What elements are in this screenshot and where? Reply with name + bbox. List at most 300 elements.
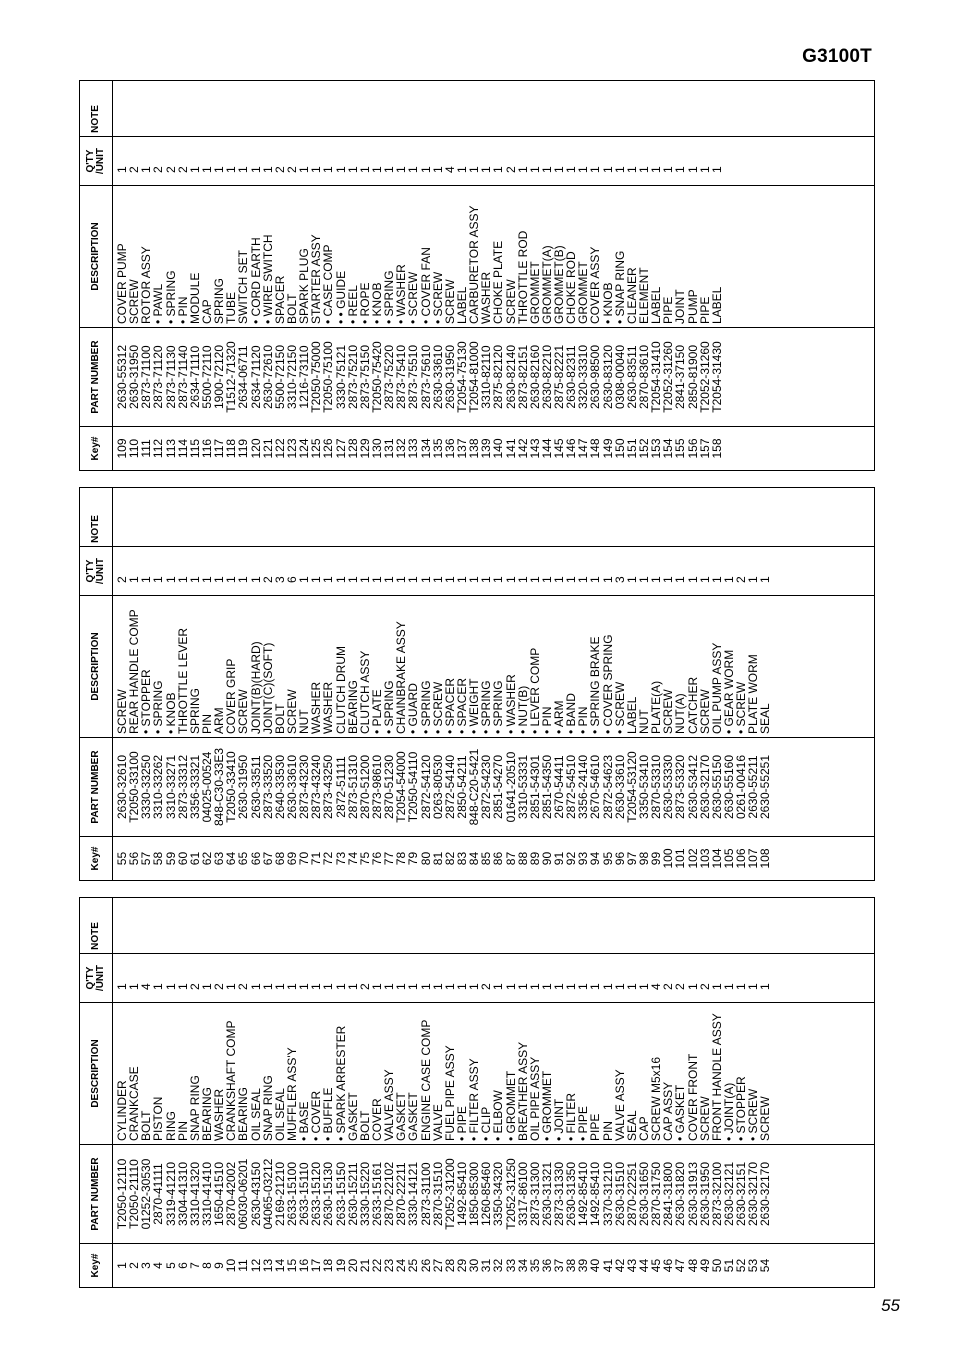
cell-qty: 1 [442,983,457,990]
cell-qty: 1 [527,166,542,173]
cell-qty: 1 [369,983,384,990]
cell-desc: WASHER [309,681,324,734]
cell-key: 29 [454,1258,469,1273]
cell-key: 145 [552,438,567,459]
cell-key: 49 [697,1258,712,1273]
cell-desc: SWITCH SET [236,250,251,324]
cell-part: 1216-73110 [297,345,312,409]
cell-key: 82 [442,851,457,866]
cell-part: 2630-31820 [673,1161,688,1227]
column-part [113,1144,874,1243]
cell-qty: 1 [284,983,299,990]
cell-qty: 1 [637,983,652,990]
cell-key: 7 [187,1262,202,1269]
cell-part: 3330-15220 [357,1161,372,1227]
cell-key: 16 [297,1258,312,1273]
cell-part: 2630-53412 [685,754,700,820]
cell-qty: 4 [649,983,664,990]
cell-qty: 1 [345,983,360,990]
cell-part: T2050-33100 [127,751,142,823]
cell-key: 96 [612,851,627,866]
cell-part: 2873-82151 [515,344,530,410]
cell-key: 70 [297,851,312,866]
cell-desc: COVER PUMP [115,243,129,324]
cell-qty: 1 [382,576,397,583]
cell-key: 108 [758,848,773,869]
cell-qty: 1 [697,166,712,173]
cell-desc: SCREW [503,279,518,324]
cell-desc: CHOKE ROD [564,251,579,324]
cell-desc: GROMMET(A) [539,245,554,324]
cell-key: 122 [272,438,287,459]
cell-part: 3310-82110 [479,345,494,409]
cell-part: 2169-21210 [272,1161,287,1227]
cell-key: 119 [236,438,251,459]
cell-qty: 1 [248,166,263,173]
cell-qty: 1 [212,166,227,173]
cell-desc: SCREW [115,689,129,734]
cell-part: T2054-31430 [709,341,724,413]
cell-desc: SCREW [127,279,142,324]
cell-part: T2054-31410 [649,341,664,413]
cell-desc: SCREW [697,689,712,734]
column-header-note: NOTE [90,515,101,543]
cell-key: 97 [624,851,639,866]
cell-part: 2870-53310 [649,754,664,820]
cell-desc: OIL SEAL [248,1088,263,1141]
cell-desc: • FILTER [564,1093,579,1141]
cell-qty: 3 [612,576,627,583]
cell-part: 2630-31321 [539,1161,554,1227]
cell-qty: 2 [212,983,227,990]
cell-part: 2873-75510 [406,344,421,410]
cell-qty: 4 [442,166,457,173]
cell-qty: 1 [321,983,336,990]
cell-desc: • ELBOW [491,1090,506,1141]
cell-part: 2630-33511 [248,755,263,819]
cell-qty: 1 [503,983,518,990]
column-header-desc: DESCRIPTION [80,595,112,737]
cell-desc: PISTON [151,1096,166,1141]
cell-part: 1492-85410 [576,1161,591,1227]
cell-part: 2870-42002 [224,1161,239,1227]
cell-desc: • GROMMET [503,1070,518,1141]
cell-key: 157 [697,438,712,459]
cell-part: 3330-14121 [406,1161,421,1227]
cell-qty: 2 [479,983,494,990]
cell-desc: WASHER [479,271,494,324]
cell-part: 1492-85410 [588,1161,603,1227]
cell-part: T2052-31250 [503,1158,518,1230]
cell-part: 2873-71130 [163,345,178,409]
cell-part: 2870-41111 [151,1163,166,1225]
cell-desc: • SPRING [151,680,166,734]
cell-part: 2873-53320 [673,754,688,820]
cell-desc: CAP [199,299,214,324]
cell-qty: 1 [758,983,773,990]
cell-key: 135 [430,438,445,459]
cell-part: 2630-82311 [564,345,579,409]
cell-desc: GROMMET [527,261,542,324]
cell-qty: 1 [260,166,275,173]
cell-part: T2054-53120 [624,751,639,823]
cell-part: T2050-54110 [406,751,421,823]
parts-table-rotated [79,487,875,881]
cell-part: 2630-32610 [115,754,129,820]
cell-part: 3370-31210 [600,1161,615,1227]
model-title: G3100T [802,46,872,67]
cell-key: 84 [467,851,482,866]
cell-part: 848-C30-33E3 [212,747,227,827]
cell-part: 2630-15211 [345,1162,360,1226]
cell-key: 32 [491,1258,506,1273]
cell-desc: • STOPPER [734,1076,749,1141]
cell-qty: 2 [236,983,251,990]
cell-part: 2850-81900 [685,344,700,410]
cell-key: 50 [709,1258,724,1273]
cell-qty: 1 [115,983,129,990]
cell-part: 04065-03212 [260,1158,275,1230]
cell-key: 13 [260,1258,275,1273]
cell-key: 52 [734,1258,749,1273]
cell-key: 54 [758,1258,773,1273]
cell-key: 146 [564,438,579,459]
cell-desc: PIN [199,713,214,734]
cell-key: 76 [369,851,384,866]
cell-key: 60 [175,851,190,866]
cell-part: T2054-75130 [454,341,469,413]
cell-key: 109 [115,438,129,459]
cell-key: 133 [406,438,421,459]
cell-part: 2630-31510 [612,1161,627,1227]
cell-key: 26 [418,1258,433,1273]
cell-qty: 1 [394,166,409,173]
cell-key: 117 [212,438,227,459]
cell-part: T2050-21110 [127,1159,142,1229]
column-qty [113,546,874,595]
cell-desc: • SPRING BRAKE [588,636,603,734]
column-note [113,919,874,953]
cell-key: 87 [503,851,518,866]
cell-qty: 1 [199,166,214,173]
cell-key: 123 [284,438,299,459]
cell-key: 8 [199,1262,214,1269]
cell-key: 62 [199,851,214,866]
cell-key: 35 [527,1258,542,1273]
cell-key: 98 [637,851,652,866]
cell-part: T1512-71320 [224,341,239,413]
cell-part: 848-C20-5421 [467,748,482,826]
cell-desc: OIL PUMP ASSY [709,642,724,734]
cell-part: 0261-00416 [734,754,749,820]
cell-desc: BREATHER ASSY [515,1041,530,1141]
cell-qty: 1 [637,166,652,173]
cell-key: 105 [722,848,737,869]
cell-key: 77 [382,851,397,866]
cell-desc: • SPACER [442,678,457,734]
cell-qty: 1 [418,166,433,173]
cell-qty: 2 [357,983,372,990]
cell-part: 2630-31950 [127,344,142,410]
cell-key: 130 [369,438,384,459]
cell-desc: JOINT(C)(SOFT) [260,642,275,734]
cell-desc: CRANKCASE [127,1066,142,1141]
cell-desc: LABEL [649,286,664,324]
cell-key: 107 [746,848,761,869]
cell-part: 5500-72110 [199,345,214,409]
cell-qty: 4 [139,983,154,990]
cell-part: 2850-54211 [454,755,469,819]
cell-qty: 1 [709,983,724,990]
cell-qty: 1 [515,166,530,173]
cell-desc: • SPRING [382,680,397,734]
cell-key: 44 [637,1258,652,1273]
cell-part: 2873-75410 [394,344,409,410]
cell-desc: • GEAR WORM [722,649,737,734]
cell-qty: 2 [697,983,712,990]
cell-desc: REAR HANDLE COMP [127,609,142,734]
cell-part: 2851-54301 [527,754,542,820]
cell-part: 2630-83511 [624,345,639,409]
cell-key: 136 [442,438,457,459]
cell-part: 2670-54411 [552,755,567,819]
cell-desc: • STOPPER [139,669,154,734]
cell-desc: COVER GRIP [224,658,239,734]
cell-desc: BOLT [357,1110,372,1141]
cell-qty: 1 [552,576,567,583]
cell-key: 137 [454,438,469,459]
cell-part: 3310-41410 [199,1161,214,1227]
cell-desc: SPACER [272,275,287,324]
cell-desc: • SPARK ARRESTER [333,1025,348,1141]
cell-part: 2630-32151 [734,1161,749,1227]
cell-key: 40 [588,1258,603,1273]
column-desc [113,1002,874,1144]
column-key [113,836,874,880]
cell-desc: • FILTER ASSY [467,1058,482,1141]
cell-part: 3350-34320 [491,1161,506,1227]
cell-key: 151 [624,438,639,459]
cell-desc: PIN [175,1120,190,1141]
cell-key: 39 [576,1258,591,1273]
cell-qty: 1 [430,166,445,173]
cell-qty: 1 [600,166,615,173]
cell-qty: 1 [406,166,421,173]
cell-key: 81 [430,851,445,866]
cell-desc: • PIN [539,706,554,734]
cell-part: 2630-55160 [722,754,737,820]
cell-qty: 1 [248,983,263,990]
cell-part: 3356-33321 [187,754,202,820]
cell-desc: • SPRING [163,270,178,324]
cell-desc: VALVE ASSY [382,1069,397,1141]
cell-part: 01641-20510 [503,751,518,823]
cell-qty: 1 [564,576,579,583]
cell-part: 2630-31650 [637,1161,652,1227]
cell-key: 66 [248,851,263,866]
cell-qty: 1 [357,166,372,173]
cell-qty: 1 [297,576,312,583]
cell-qty: 1 [369,166,384,173]
cell-part: 2873-32100 [709,1161,724,1227]
cell-key: 138 [467,438,482,459]
cell-qty: 6 [284,576,299,583]
column-note [113,102,874,136]
cell-desc: WASHER [212,1088,227,1141]
cell-key: 101 [673,848,688,869]
cell-part: 3304-41310 [175,1161,190,1227]
cell-desc: BEARING [345,679,360,734]
cell-qty: 1 [406,983,421,990]
cell-desc: • SPRING [491,680,506,734]
cell-desc: OIL PIPE ASSY [527,1056,542,1141]
cell-desc: • KNOB [600,282,615,324]
cell-qty: 1 [127,576,142,583]
cell-key: 99 [649,851,664,866]
cell-qty: 1 [685,166,700,173]
cell-qty: 1 [212,576,227,583]
cell-qty: 1 [552,166,567,173]
cell-qty: 2 [673,983,688,990]
cell-part: T2050-33410 [224,751,239,823]
cell-key: 110 [127,438,142,459]
cell-part: 2630-72610 [260,344,275,410]
cell-key: 128 [345,438,360,459]
cell-key: 152 [637,438,652,459]
cell-part: 2630-32170 [746,1161,761,1227]
cell-qty: 1 [151,576,166,583]
cell-desc: SEAL [758,703,773,734]
cell-desc: • • GUIDE [333,270,348,324]
cell-part: 2870-51200 [357,754,372,820]
cell-key: 31 [479,1258,494,1273]
cell-part: 2872-54230 [479,754,494,820]
cell-desc: THROTTLE ROD [515,230,530,324]
cell-desc: • WASHER [394,264,409,324]
cell-key: 141 [503,438,518,459]
cell-qty: 1 [309,576,324,583]
cell-part: 3330-75121 [333,344,348,410]
cell-part: 3310-53331 [515,754,530,820]
cell-desc: SCREW M5x16 [649,1056,664,1141]
cell-qty: 1 [430,983,445,990]
cell-desc: • GROMMET [539,1070,554,1141]
column-header-qty-line1: Q'TY [85,966,96,990]
cell-qty: 1 [139,576,154,583]
table-header [80,488,113,880]
cell-key: 33 [503,1258,518,1273]
cell-key: 78 [394,851,409,866]
cell-key: 126 [321,438,336,459]
cell-key: 156 [685,438,700,459]
cell-key: 69 [284,851,299,866]
cell-qty: 1 [467,166,482,173]
cell-desc: NUT [637,709,652,734]
cell-part: 2634-71110 [187,345,202,409]
cell-key: 6 [175,1262,190,1269]
column-header-key: Key# [80,426,112,470]
cell-desc: • JOINT(A) [722,1082,737,1141]
cell-desc: • SCREW [406,271,421,324]
cell-key: 38 [564,1258,579,1273]
cell-part: 2872-54120 [418,754,433,820]
column-part [113,737,874,836]
cell-desc: CYLINDER [115,1080,129,1141]
cell-qty: 1 [260,983,275,990]
cell-qty: 2 [734,576,749,583]
cell-qty: 1 [564,166,579,173]
cell-key: 106 [734,848,749,869]
cell-part: 2870-31510 [430,1161,445,1227]
cell-desc: PUMP [685,289,700,324]
cell-part: 2630-31913 [685,1161,700,1227]
cell-qty: 1 [527,576,542,583]
cell-key: 11 [236,1259,251,1272]
cell-desc: PIN [600,1120,615,1141]
cell-qty: 1 [515,983,530,990]
cell-part: 2630-32170 [758,1161,773,1227]
cell-qty: 1 [345,576,360,583]
cell-qty: 1 [224,576,239,583]
cell-qty: 1 [491,983,506,990]
cell-part: 1260-85460 [479,1161,494,1227]
cell-qty: 1 [661,576,676,583]
column-header-key: Key# [80,1243,112,1287]
cell-key: 139 [479,438,494,459]
cell-key: 85 [479,851,494,866]
cell-part: 2870-83610 [637,344,652,410]
table-header [80,81,113,470]
cell-qty: 1 [673,576,688,583]
cell-qty: 1 [588,983,603,990]
cell-part: 0308-00040 [612,344,627,410]
cell-key: 114 [175,438,190,459]
cell-part: T2052-31260 [661,341,676,413]
cell-key: 92 [564,851,579,866]
cell-desc: BOLT [284,293,299,324]
cell-key: 131 [382,438,397,459]
cell-qty: 1 [236,576,251,583]
cell-qty: 1 [199,983,214,990]
cell-desc: THROTTLE LEVER [175,627,190,734]
cell-desc: • WEIGHT [467,678,482,734]
cell-desc: • CORD EARTH [248,237,263,324]
cell-desc: • JOINT [552,1098,567,1141]
cell-desc: ELEMENT [637,267,652,324]
cell-desc: • PIPE [576,1106,591,1141]
cell-part: T2050-12110 [115,1158,129,1230]
cell-key: 68 [272,851,287,866]
cell-part: 2630-33610 [430,344,445,410]
cell-part: 0263-80530 [430,754,445,820]
cell-qty: 1 [333,166,348,173]
cell-key: 90 [539,851,554,866]
cell-desc: NUT [297,709,312,734]
cell-part: 2873-43230 [297,754,312,820]
cell-qty: 1 [685,576,700,583]
cell-qty: 1 [163,983,178,990]
cell-key: 22 [369,1258,384,1273]
cell-qty: 1 [369,576,384,583]
cell-part: 3320-33310 [576,344,591,410]
cell-key: 45 [649,1258,664,1273]
cell-key: 129 [357,438,372,459]
cell-qty: 1 [588,166,603,173]
cell-qty: 1 [406,576,421,583]
cell-key: 36 [539,1258,554,1273]
cell-qty: 1 [248,576,263,583]
cell-key: 115 [187,438,202,459]
